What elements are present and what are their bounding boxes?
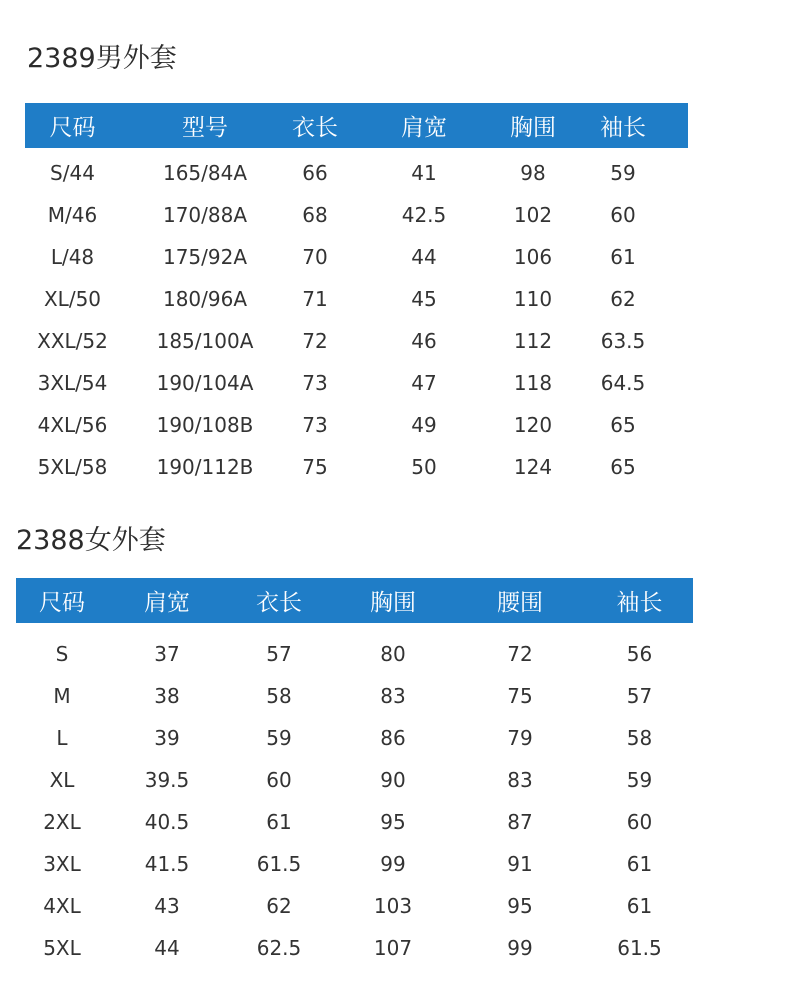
cell-size: XL bbox=[49, 768, 75, 792]
cell-chest: 110 bbox=[513, 287, 553, 311]
cell-length: 61 bbox=[266, 810, 292, 834]
cell-size: M bbox=[53, 684, 71, 708]
cell-chest: 118 bbox=[513, 371, 553, 395]
cell-shoulder: 38 bbox=[154, 684, 180, 708]
table-spacer bbox=[16, 623, 693, 633]
cell-length: 71 bbox=[302, 287, 328, 311]
cell-sleeve: 62 bbox=[610, 287, 636, 311]
cell-size: 2XL bbox=[43, 810, 81, 834]
men-jacket-title: 2389男外套 bbox=[27, 43, 177, 74]
cell-chest: 102 bbox=[513, 203, 553, 227]
table-row bbox=[25, 446, 688, 488]
cell-chest: 106 bbox=[513, 245, 553, 269]
cell-length: 70 bbox=[302, 245, 328, 269]
table-header-row bbox=[16, 578, 693, 623]
cell-model: 185/100A bbox=[156, 329, 254, 353]
cell-shoulder: 49 bbox=[411, 413, 437, 437]
cell-length: 59 bbox=[266, 726, 292, 750]
header-model: 型号 bbox=[120, 103, 290, 148]
table-row bbox=[25, 236, 688, 278]
table-row bbox=[25, 194, 688, 236]
cell-waist: 91 bbox=[507, 852, 533, 876]
cell-shoulder: 44 bbox=[411, 245, 437, 269]
cell-sleeve: 61 bbox=[610, 245, 636, 269]
table-row bbox=[25, 148, 688, 194]
cell-length: 68 bbox=[302, 203, 328, 227]
cell-chest: 95 bbox=[380, 810, 406, 834]
cell-shoulder: 43 bbox=[154, 894, 180, 918]
header-length: 衣长 bbox=[226, 578, 332, 623]
cell-size: 5XL/58 bbox=[37, 455, 108, 479]
cell-sleeve: 60 bbox=[610, 203, 636, 227]
header-waist: 腰围 bbox=[454, 578, 586, 623]
header-chest: 胸围 bbox=[508, 103, 558, 148]
header-size: 尺码 bbox=[16, 578, 108, 623]
cell-model: 165/84A bbox=[162, 161, 248, 185]
table-row bbox=[16, 717, 693, 759]
cell-size: 4XL bbox=[43, 894, 81, 918]
women-jacket-title: 2388女外套 bbox=[16, 525, 166, 556]
cell-chest: 86 bbox=[380, 726, 406, 750]
table-row bbox=[25, 278, 688, 320]
table-row bbox=[16, 927, 693, 969]
cell-sleeve: 58 bbox=[626, 726, 653, 750]
cell-length: 57 bbox=[266, 642, 292, 666]
cell-size: M/46 bbox=[47, 203, 98, 227]
header-chest: 胸围 bbox=[332, 578, 454, 623]
cell-shoulder: 47 bbox=[411, 371, 437, 395]
cell-length: 58 bbox=[266, 684, 292, 708]
table-row bbox=[16, 843, 693, 885]
cell-size: 3XL/54 bbox=[37, 371, 108, 395]
cell-waist: 99 bbox=[507, 936, 533, 960]
cell-chest: 112 bbox=[513, 329, 553, 353]
cell-length: 66 bbox=[302, 161, 328, 185]
cell-length: 73 bbox=[302, 371, 328, 395]
cell-shoulder: 41 bbox=[411, 161, 437, 185]
cell-model: 190/112B bbox=[156, 455, 254, 479]
cell-shoulder: 39.5 bbox=[144, 768, 190, 792]
cell-size: XL/50 bbox=[43, 287, 102, 311]
cell-length: 61.5 bbox=[256, 852, 302, 876]
cell-length: 73 bbox=[302, 413, 328, 437]
header-sleeve: 袖长 bbox=[586, 578, 693, 623]
table-row bbox=[16, 759, 693, 801]
cell-size: XXL/52 bbox=[37, 329, 108, 353]
cell-model: 175/92A bbox=[162, 245, 248, 269]
table-row bbox=[16, 801, 693, 843]
cell-sleeve: 61 bbox=[626, 894, 653, 918]
cell-chest: 103 bbox=[373, 894, 413, 918]
cell-chest: 99 bbox=[380, 852, 406, 876]
header-shoulder: 肩宽 bbox=[108, 578, 226, 623]
cell-sleeve: 60 bbox=[626, 810, 653, 834]
table-row bbox=[16, 885, 693, 927]
table-row bbox=[25, 404, 688, 446]
cell-size: 5XL bbox=[43, 936, 81, 960]
cell-chest: 124 bbox=[513, 455, 553, 479]
table-row bbox=[16, 633, 693, 675]
cell-waist: 87 bbox=[507, 810, 533, 834]
header-length: 衣长 bbox=[290, 103, 340, 148]
cell-chest: 80 bbox=[380, 642, 406, 666]
cell-size: S/44 bbox=[50, 161, 95, 185]
cell-size: L/48 bbox=[50, 245, 95, 269]
cell-chest: 83 bbox=[380, 684, 406, 708]
cell-sleeve: 56 bbox=[626, 642, 653, 666]
cell-chest: 107 bbox=[373, 936, 413, 960]
cell-shoulder: 44 bbox=[154, 936, 180, 960]
cell-size: 3XL bbox=[43, 852, 81, 876]
table-row bbox=[25, 320, 688, 362]
cell-chest: 120 bbox=[513, 413, 553, 437]
cell-waist: 95 bbox=[507, 894, 533, 918]
women-size-table bbox=[16, 578, 693, 969]
cell-sleeve: 59 bbox=[626, 768, 653, 792]
cell-size: S bbox=[55, 642, 69, 666]
cell-waist: 72 bbox=[507, 642, 533, 666]
header-size: 尺码 bbox=[25, 103, 120, 148]
table-row bbox=[25, 362, 688, 404]
men-size-table bbox=[25, 103, 688, 488]
cell-shoulder: 39 bbox=[154, 726, 180, 750]
cell-waist: 83 bbox=[507, 768, 533, 792]
cell-length: 72 bbox=[302, 329, 328, 353]
cell-sleeve: 59 bbox=[610, 161, 636, 185]
cell-sleeve: 61.5 bbox=[617, 936, 662, 960]
cell-sleeve: 65 bbox=[610, 455, 636, 479]
cell-shoulder: 50 bbox=[411, 455, 437, 479]
header-sleeve: 袖长 bbox=[558, 103, 688, 148]
cell-model: 170/88A bbox=[162, 203, 248, 227]
cell-length: 62 bbox=[266, 894, 292, 918]
cell-shoulder: 42.5 bbox=[401, 203, 447, 227]
cell-chest: 98 bbox=[520, 161, 546, 185]
cell-shoulder: 37 bbox=[154, 642, 180, 666]
cell-model: 190/104A bbox=[156, 371, 254, 395]
table-header-row bbox=[25, 103, 688, 148]
header-shoulder: 肩宽 bbox=[340, 103, 508, 148]
cell-sleeve: 65 bbox=[610, 413, 636, 437]
table-row bbox=[16, 675, 693, 717]
cell-waist: 75 bbox=[507, 684, 533, 708]
cell-sleeve: 57 bbox=[626, 684, 653, 708]
cell-length: 60 bbox=[266, 768, 292, 792]
cell-chest: 90 bbox=[380, 768, 406, 792]
cell-size: L bbox=[56, 726, 68, 750]
cell-length: 75 bbox=[302, 455, 328, 479]
cell-shoulder: 45 bbox=[411, 287, 437, 311]
cell-size: 4XL/56 bbox=[37, 413, 108, 437]
cell-sleeve: 63.5 bbox=[600, 329, 646, 353]
cell-shoulder: 46 bbox=[411, 329, 437, 353]
cell-shoulder: 41.5 bbox=[144, 852, 190, 876]
cell-model: 180/96A bbox=[162, 287, 248, 311]
cell-sleeve: 61 bbox=[626, 852, 653, 876]
cell-sleeve: 64.5 bbox=[600, 371, 646, 395]
cell-shoulder: 40.5 bbox=[144, 810, 190, 834]
cell-model: 190/108B bbox=[156, 413, 254, 437]
cell-waist: 79 bbox=[507, 726, 533, 750]
cell-length: 62.5 bbox=[256, 936, 302, 960]
